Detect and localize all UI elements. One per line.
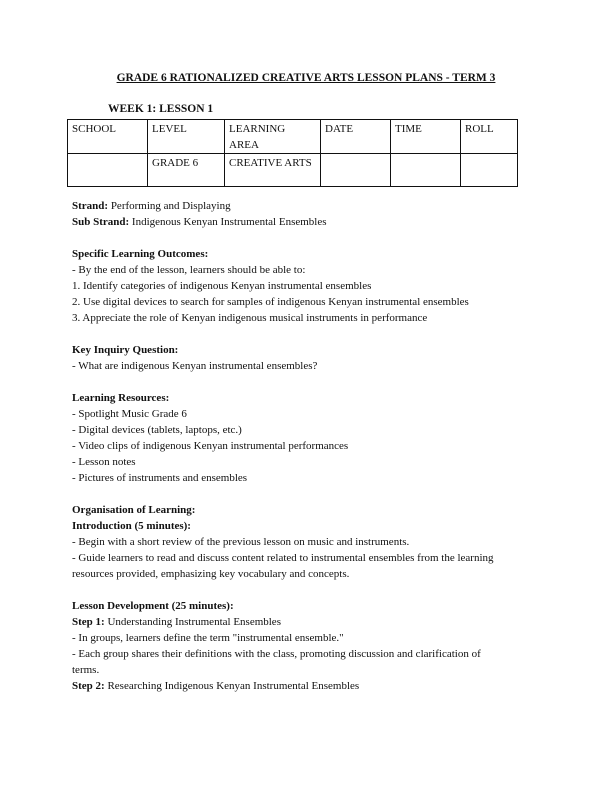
step-2-value: Researching Indigenous Kenyan Instrumental Ensembles <box>107 680 360 692</box>
strand-label: Strand: <box>72 200 109 212</box>
table-cell: LEARNING AREA <box>225 120 321 154</box>
sub-strand-label: Sub Strand: <box>72 216 130 228</box>
list-item: - In groups, learners define the term "instrumental ensemble." <box>72 632 344 644</box>
table-cell <box>321 154 391 187</box>
table-cell: LEVEL <box>148 120 225 154</box>
table-cell: DATE <box>321 120 391 154</box>
list-item: - Guide learners to read and discuss content related to instrumental ensembles from the learning <box>72 552 494 564</box>
document-title: GRADE 6 RATIONALIZED CREATIVE ARTS LESSON PLANS - TERM 3 <box>116 72 496 84</box>
table-header-row <box>68 120 518 154</box>
list-item: - By the end of the lesson, learners should be able to: <box>72 264 306 276</box>
table-cell <box>391 154 461 187</box>
list-item: 3. Appreciate the role of Kenyan indigenous musical instruments in performance <box>72 312 428 324</box>
step-1-value: Understanding Instrumental Ensembles <box>107 616 281 628</box>
list-item: 1. Identify categories of indigenous Kenyan instrumental ensembles <box>72 280 372 292</box>
introduction-heading: Introduction (5 minutes): <box>72 520 191 532</box>
resources-heading: Learning Resources: <box>72 392 170 404</box>
table-row <box>68 154 518 187</box>
list-item: - Each group shares their definitions with the class, promoting discussion and clarification of <box>72 648 481 660</box>
strand-value: Performing and Displaying <box>110 200 231 212</box>
list-item: terms. <box>72 664 100 676</box>
sub-strand-line <box>72 214 327 230</box>
step-1-label: Step 1: <box>72 616 105 628</box>
list-item: - Pictures of instruments and ensembles <box>72 472 248 484</box>
table-cell: GRADE 6 <box>148 154 225 187</box>
list-item: - Digital devices (tablets, laptops, etc.) <box>72 424 242 436</box>
development-heading: Lesson Development (25 minutes): <box>72 600 234 612</box>
list-item: 2. Use digital devices to search for samples of indigenous Kenyan instrumental ensembles <box>72 296 469 308</box>
outcomes-heading: Specific Learning Outcomes: <box>72 248 209 260</box>
strand-line <box>72 198 231 214</box>
table-cell: SCHOOL <box>68 120 148 154</box>
list-item: resources provided, emphasizing key vocabulary and concepts. <box>72 568 350 580</box>
step-2-line <box>72 678 359 694</box>
organisation-heading: Organisation of Learning: <box>72 504 196 516</box>
week-label: WEEK 1: LESSON 1 <box>108 103 214 115</box>
list-item: - Video clips of indigenous Kenyan instrumental performances <box>72 440 349 452</box>
table-cell: ROLL <box>461 120 518 154</box>
lesson-info-table <box>67 119 518 187</box>
list-item: - Lesson notes <box>72 456 136 468</box>
step-2-label: Step 2: <box>72 680 105 692</box>
step-1-line <box>72 614 281 630</box>
table-cell <box>68 154 148 187</box>
sub-strand-value: Indigenous Kenyan Instrumental Ensembles <box>131 216 327 228</box>
table-cell: TIME <box>391 120 461 154</box>
list-item: - What are indigenous Kenyan instrumental ensembles? <box>72 360 318 372</box>
list-item: - Spotlight Music Grade 6 <box>72 408 187 420</box>
inquiry-heading: Key Inquiry Question: <box>72 344 179 356</box>
table-cell <box>461 154 518 187</box>
table-cell: CREATIVE ARTS <box>225 154 321 187</box>
list-item: - Begin with a short review of the previous lesson on music and instruments. <box>72 536 410 548</box>
